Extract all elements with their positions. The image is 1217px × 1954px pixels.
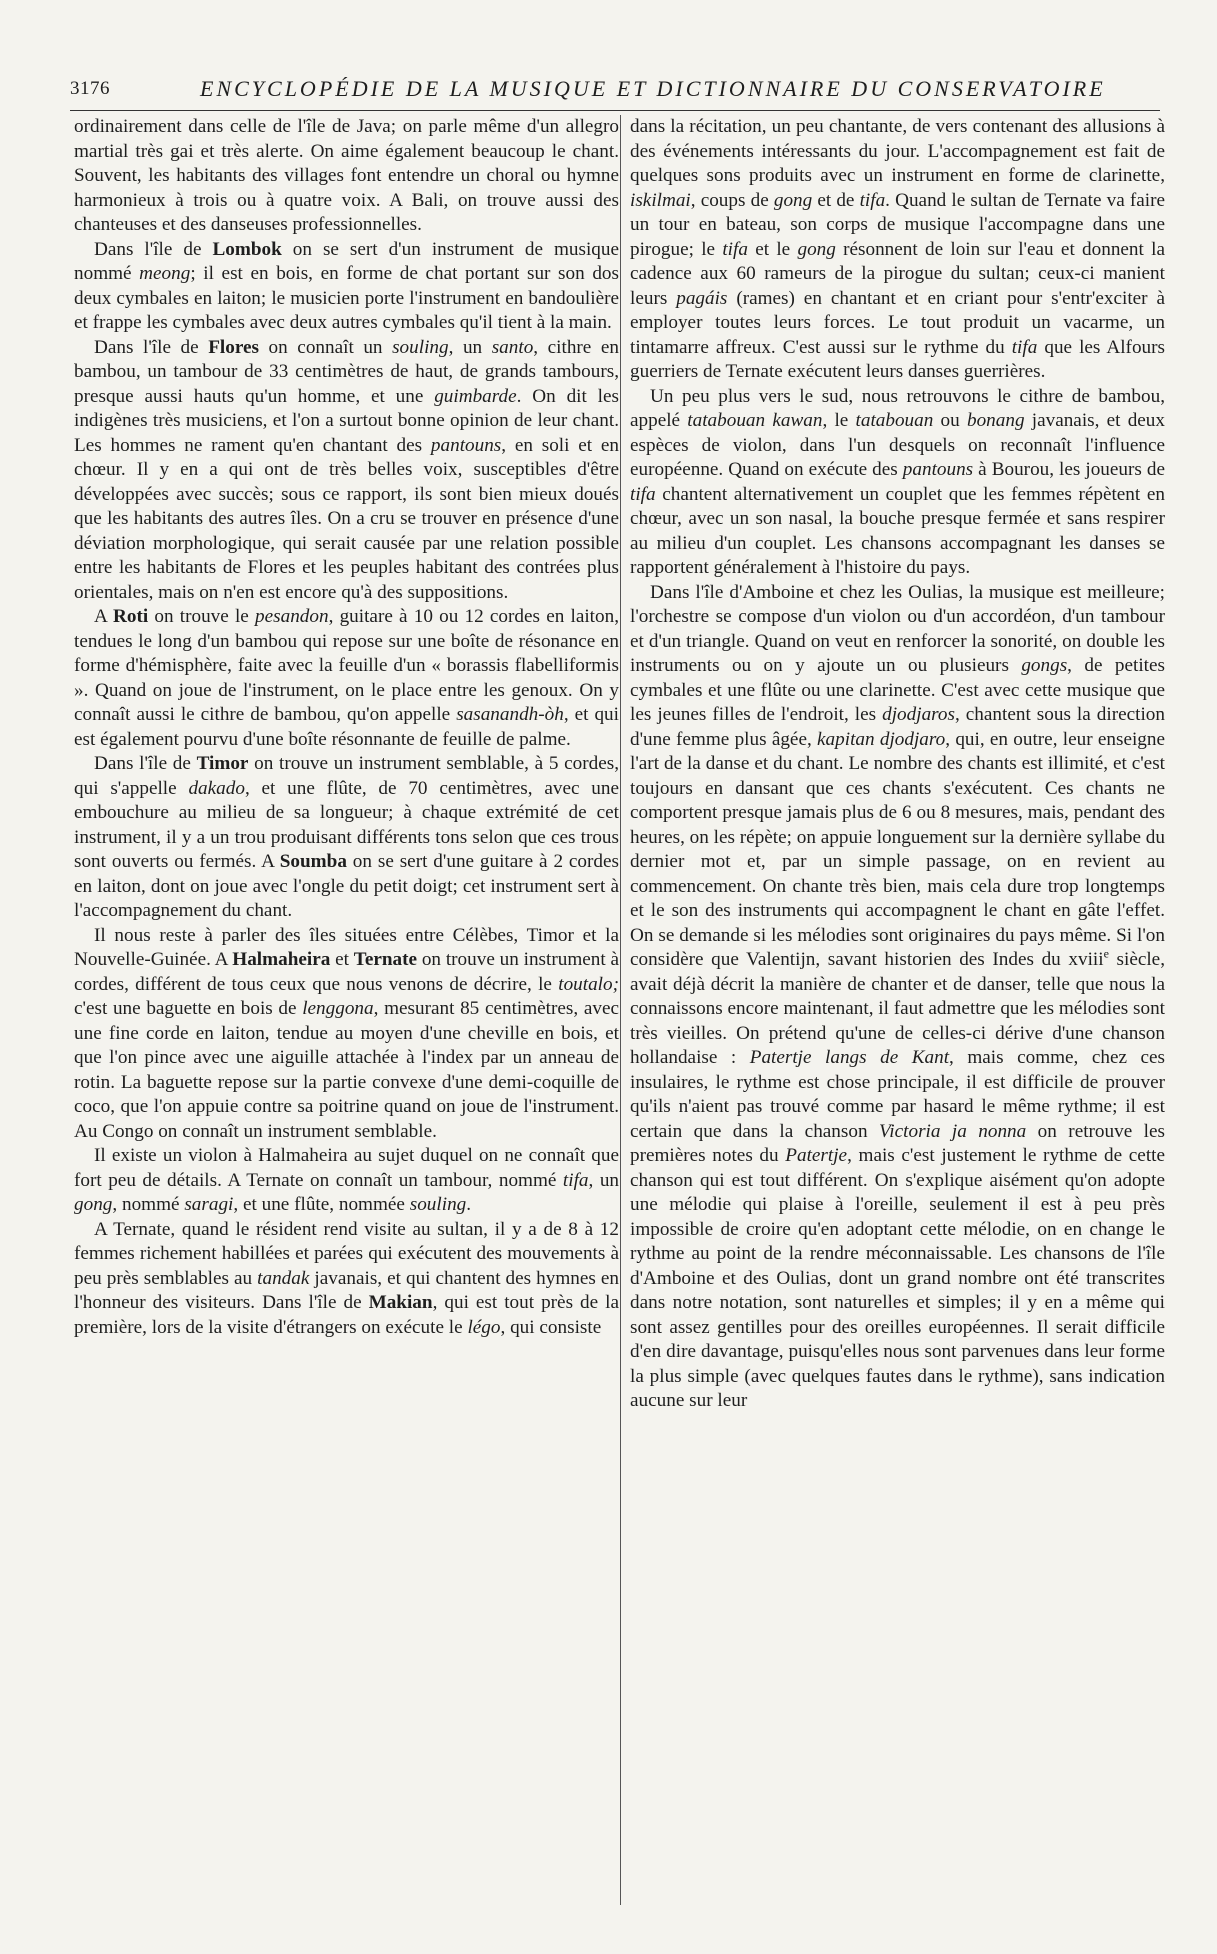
instrument-term: gong xyxy=(797,238,836,260)
instrument-term: bonang xyxy=(966,410,1025,431)
running-title: ENCYCLOPÉDIE DE LA MUSIQUE ET DICTIONNAIRE DU CONSERVATOIRE xyxy=(200,76,1106,101)
text-run: on se sert d'une guitare à 2 cordes en laiton, dont on joue avec l'ongle du petit doigt; cet instrument sert à l'accompagnement du chant. xyxy=(74,851,619,921)
instrument-term: tatabouan xyxy=(855,410,934,431)
text-run: , et qui est également pourvu d'une boîte résonnante de feuille de palme. xyxy=(74,704,619,750)
place-name: Roti xyxy=(113,606,149,627)
place-name: Ternate xyxy=(353,949,418,970)
instrument-term: tifa xyxy=(562,1169,589,1191)
right-column xyxy=(630,115,1165,1915)
text-run: et xyxy=(330,949,354,970)
text-run: , de petites cymbales et une flûte ou une clarinette. C'est avec cette musique que les jeunes filles de l'endroit, les xyxy=(630,655,1165,725)
instrument-term: iskilmai xyxy=(630,189,691,211)
instrument-term: gongs xyxy=(1021,655,1068,676)
instrument-term: tatabouan kawan xyxy=(687,410,823,431)
instrument-term: tandak xyxy=(257,1267,310,1289)
text-run: , mesurant 85 centimètres, avec une fine corde en laiton, tendue au moyen d'une cheville en bois, et que l'on pince avec une aiguille attachée à l'index par un anneau de rotin. La baguette repose sur la partie convexe d'une demi-coquille de coco, que l'on appuie contre sa poitrine quand on joue de l'instrument. Au Congo on connaît un instrument semblable. xyxy=(74,998,619,1142)
text-run: , un xyxy=(448,336,492,358)
text-run: on trouve le xyxy=(148,606,256,627)
paragraph xyxy=(74,1144,619,1218)
text-run: . Quand le sultan de Ternate va faire un tour en bateau, son corps de musique l'accompagne dans une pirogue; le xyxy=(630,189,1165,260)
instrument-term: kapitan djodjaro xyxy=(817,728,946,750)
song-title: Patertje xyxy=(785,1145,848,1166)
paragraph xyxy=(630,115,1165,385)
text-run: . xyxy=(466,1194,472,1215)
place-name: Lombok xyxy=(212,238,282,260)
text-run: , qui consiste xyxy=(500,1316,602,1338)
text-run: , le xyxy=(822,410,856,431)
paragraph xyxy=(74,1218,619,1341)
instrument-term: lenggona xyxy=(302,998,374,1019)
instrument-term: saragi xyxy=(184,1194,234,1215)
text-run: A Ternate, quand le résident rend visite au sultan, il y a de 8 à 12 femmes richement habillées et parées qui exécutent des mouvements à peu près semblables au xyxy=(74,1218,619,1289)
text-run: , chantent sous la direction d'une femme plus âgée, xyxy=(630,704,1165,750)
text-run: Il existe un violon à Halmaheira au sujet duquel on ne connaît que fort peu de détails. A Ternate on connaît un tambour, nommé xyxy=(74,1145,619,1191)
paragraph xyxy=(74,924,619,1145)
text-run: Dans l'île de xyxy=(94,336,209,358)
header-rule xyxy=(70,110,1160,111)
text-run: , guitare à 10 ou 12 cordes en laiton, tendues le long d'un bambou qui repose sur une boîte de résonance en forme d'hémisphère, faite avec la feuille d'un « borassis flabelliformis ». Quand on joue de l'instrument, on le place entre les genoux. On y connaît aussi le cithre de bambou, qu'on appelle xyxy=(74,606,619,725)
text-run: , cithre en bambou, un tambour de 33 centimètres de haut, de grands tambours, presque aussi hauts qu'un homme, et une xyxy=(74,336,619,407)
instrument-term: meong xyxy=(139,263,191,284)
text-run: Il nous reste à parler des îles situées entre Célèbes, Timor et la Nouvelle-Guinée. A xyxy=(74,924,619,970)
place-name: Soumba xyxy=(279,851,347,872)
left-column xyxy=(74,115,619,1915)
paragraph xyxy=(74,115,619,238)
paragraph xyxy=(74,605,619,752)
instrument-term: toutalo; xyxy=(558,973,619,995)
text-run: , et une flûte, nommée xyxy=(233,1194,410,1215)
instrument-term: légo xyxy=(467,1316,501,1338)
instrument-term: tifa xyxy=(1011,336,1038,358)
instrument-term: djodjaros xyxy=(882,704,955,725)
text-run: , qui est tout près de la première, lors de la visite d'étrangers on exécute le xyxy=(74,1292,619,1338)
text-run: et de xyxy=(812,189,860,211)
paragraph xyxy=(630,385,1165,581)
text-run: c'est une baguette en bois de xyxy=(74,998,303,1019)
place-name: Halmaheira xyxy=(232,949,331,970)
text-run: on connaît un xyxy=(259,336,393,358)
text-run: on retrouve les premières notes du xyxy=(630,1120,1165,1166)
text-run: on se sert d'un instrument de musique nommé xyxy=(74,238,619,284)
text-run: Dans l'île d'Amboine et chez les Oulias, la musique est meilleure; l'orchestre se compose d'un violon ou d'un accordéon, d'un tambour et d'un triangle. Quand on veut en renforcer la sonorité, on double les instruments ou on y ajoute un ou plusieurs xyxy=(630,581,1165,676)
text-run: que les Alfours guerriers de Ternate exécutent leurs danses guerrières. xyxy=(630,336,1165,382)
text-run: , nommé xyxy=(112,1194,185,1215)
text-run: à Bourou, les joueurs de xyxy=(973,459,1165,480)
song-title: Patertje langs de Kant xyxy=(749,1047,950,1068)
instrument-term: tifa xyxy=(630,483,656,505)
song-title: Victoria ja nonna xyxy=(879,1120,1027,1142)
page-number: 3176 xyxy=(70,78,110,99)
text-run: javanais, et deux espèces de violon, dans l'un desquels on reconnaît l'influence européenne. Quand on exécute des xyxy=(630,410,1165,480)
place-name: Makian xyxy=(368,1292,433,1313)
text-run: dans la récitation, un peu chantante, de vers contenant des allusions à des événements intéressants du jour. L'accompagnement est fait de quelques sons produits avec un instrument en forme de clarinette, xyxy=(630,116,1165,186)
place-name: Timor xyxy=(196,753,249,774)
instrument-term: tifa xyxy=(722,238,748,260)
instrument-term: souling xyxy=(409,1194,467,1215)
paragraph xyxy=(630,581,1165,1414)
text-run: Dans l'île de xyxy=(94,753,197,774)
text-run: on trouve un instrument semblable, à 5 cordes, qui s'appelle xyxy=(74,753,619,799)
text-run: , coups de xyxy=(690,189,774,211)
paragraph xyxy=(74,238,619,336)
paragraph xyxy=(74,336,619,606)
instrument-term: pantouns xyxy=(430,434,502,456)
text-run: siècle, avait déjà décrit la manière de chanter et de danser, telle que nous la connaissons encore maintenant, il faut admettre que les mélodies sont très vieilles. On prétend qu'une de celles-ci dérive d'une chanson hollandaise : xyxy=(630,949,1165,1068)
instrument-term: dakado xyxy=(188,777,245,799)
instrument-term: sasanandh-òh xyxy=(456,704,564,725)
text-run: javanais, et qui chantent des hymnes en l'honneur des visiteurs. Dans l'île de xyxy=(74,1267,619,1313)
instrument-term: gong xyxy=(773,189,813,211)
text-run: et le xyxy=(747,238,798,260)
instrument-term: pagáis xyxy=(676,287,728,309)
text-run: Dans l'île de xyxy=(94,238,213,260)
column-divider xyxy=(620,115,621,1905)
instrument-term: santo xyxy=(491,336,534,358)
text-run: (rames) en chantant et en criant pour s'entr'exciter à employer toutes leurs forces. Le tout produit un vacarme, un tintamarre affreux. C'est aussi sur le rythme du xyxy=(630,287,1165,358)
instrument-term: gong xyxy=(74,1194,113,1215)
text-run: , qui, en outre, leur enseigne l'art de la danse et du chant. Le nombre des chants est illimité, et c'est toujours en dansant que ces chants s'exécutent. Ces chants ne comportent presque jamais plus de 6 ou 8 mesures, mais, pendant des heures, on les répète; on appuie longuement sur la dernière syllabe du dernier mot et, par un simple passage, on en revient au commencement. On chante très bien, mais cela dure trop longtemps et le son des instruments qui accompagnent le chant en gâte l'effet. On se demande si les mélodies sont originaires du pays même. Si l'on considère que Valentijn, savant historien des Indes du xyxy=(630,728,1165,970)
text-run: , un xyxy=(588,1169,619,1191)
text-run: chantent alternativement un couplet que les femmes répètent en chœur, avec un son nasal, la bouche presque fermée et sans respirer au milieu d'un couplet. Les chansons accompagnant les danses se rapportent généralement à l'histoire du pays. xyxy=(630,483,1165,578)
text-run: , et une flûte, de 70 centimètres, avec une embouchure au milieu de sa longueur; à chaque extrémité de cet instrument, il y a un trou produisant différents tons selon que ces trous sont ouverts ou fermés. A xyxy=(74,777,619,872)
century-superscript: e xyxy=(1103,946,1109,961)
text-run: , en soli et en chœur. Il y en a qui ont de très belles voix, susceptibles d'être développées avec succès; sous ce rapport, ils sont bien mieux doués que les habitants des autres îles. On a cru se trouver en présence d'une déviation morphologique, qui serait causée par une relation possible entre les habitants de Flores et les peuples habitant des contrées plus orientales, mais on n'en est encore qu'à des suppositions. xyxy=(74,434,619,603)
place-name: Flores xyxy=(208,336,259,358)
text-run: ordinairement dans celle de l'île de Java; on parle même d'un allegro martial très gai et très alerte. On aime également beaucoup le chant. Souvent, les habitants des villages font entendre un choral ou hymne harmonieux à trois ou à quatre voix. A Bali, on trouve aussi des chanteuses et des danseuses professionnelles. xyxy=(74,116,619,235)
page-header xyxy=(70,78,1160,106)
instrument-term: tifa xyxy=(859,189,886,211)
instrument-term: pesandon xyxy=(255,606,329,627)
text-run: . On dit les indigènes très musiciens, et l'on a surtout bonne opinion de leur chant. Les hommes ne rament qu'en chantant des xyxy=(74,385,619,456)
text-run: A xyxy=(94,606,113,627)
instrument-term: pantouns xyxy=(902,459,974,480)
text-run: ou xyxy=(933,410,967,431)
century: xviii xyxy=(1068,949,1104,970)
text-run: on trouve un instrument à cordes, différent de tous ceux que nous venons de décrire, le xyxy=(74,949,619,995)
text-run: ; il est en bois, en forme de chat portant sur son dos deux cymbales en laiton; le musicien porte l'instrument en bandoulière et frappe les cymbales avec deux autres cymbales qu'il tient à la main. xyxy=(74,263,619,333)
text-run: , mais c'est justement le rythme de cette chanson qui est tout différent. On s'explique aisément qu'on adopte une mélodie qui plaise à l'oreille, seulement il est à peu près impossible de croire qu'en adoptant cette mélodie, on en change le rythme au point de la rendre méconnaissable. Les chansons de l'île d'Amboine et des Oulias, dont un grand nombre ont été transcrites dans notre notation, sont naturelles et simples; il y en a même qui sont assez gentilles pour des oreilles européennes. Il serait difficile d'en dire davantage, puisqu'elles nous sont parvenues dans leur forme la plus simple (avec quelques fautes dans le rythme), sans indication aucune sur leur xyxy=(630,1145,1165,1411)
instrument-term: guimbarde xyxy=(434,385,517,407)
text-run: Un peu plus vers le sud, nous retrouvons le cithre de bambou, appelé xyxy=(630,385,1165,431)
instrument-term: souling xyxy=(392,336,449,358)
text-run: résonnent de loin sur l'eau et donnent la cadence aux 60 rameurs de la pirogue du sultan; ceux-ci manient leurs xyxy=(630,238,1165,309)
text-run: , mais comme, chez ces insulaires, le rythme est chose principale, il est difficile de prouver qu'ils n'aient pas trouvé comme par hasard le même rythme; il est certain que dans la chanson xyxy=(630,1047,1166,1142)
paragraph xyxy=(74,752,619,924)
